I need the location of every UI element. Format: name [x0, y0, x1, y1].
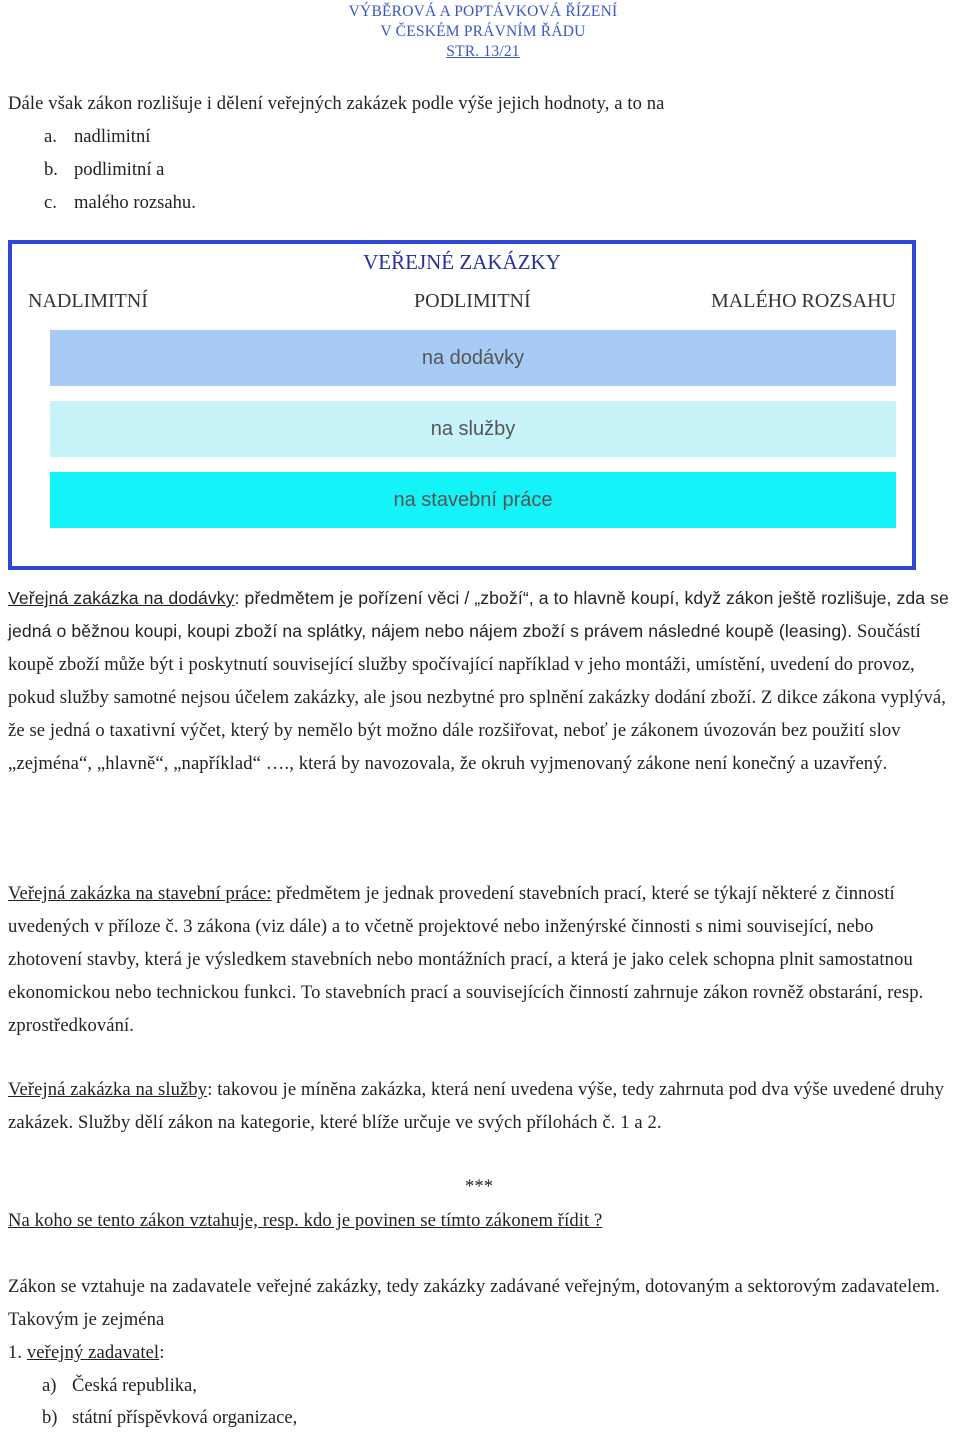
applies-paragraph: Zákon se vztahuje na zadavatele veřejné zakázky, tedy zakázky zadávané veřejným, dotovaným a sektorovým zadavatelem. Takovým je zejména [8, 1276, 940, 1330]
separator: *** [465, 1176, 494, 1197]
sluzby-term: Veřejná zakázka na služby [8, 1079, 208, 1100]
intro-item-b: b. podlimitní a [44, 159, 165, 180]
band-stavebni-prace: na stavební práce [50, 472, 896, 528]
category-maleho-rozsahu: MALÉHO ROZSAHU [711, 290, 896, 312]
page-header [300, 2, 666, 62]
stavebni-paragraph: Veřejná zakázka na stavební práce: předmětem je jednak provedení stavebních prací, které se týkají některé z činností uvedených v příloze č. 3 zákona (viz dále) a to včetně projektové nebo inženýrské činnosti s nimi související, nebo zhotovení stavby, která je výsledkem stavebních nebo montážních prací, a která je jako celek schopna plnit samostatnou ekonomickou nebo technickou funkci. To stavebních prací a souvisejících činností zahrnuje zákon rovněž obstarání, resp. zprostředkování. [8, 883, 924, 1036]
diagram-title: VEŘEJNÉ ZAKÁZKY [363, 250, 561, 274]
public-contracts-diagram [8, 240, 916, 570]
category-podlimitni: PODLIMITNÍ [414, 290, 531, 312]
intro-item-a: a. nadlimitní [44, 126, 151, 147]
sluzby-paragraph: Veřejná zakázka na služby: takovou je míněna zakázka, která není uvedena výše, tedy zahrnuta pod dva výše uvedené druhy zakázek. Služby dělí zákon na kategorie, které blíže určuje ve svých přílohách č. 1 a 2. [8, 1079, 945, 1133]
zadavatel-heading: 1. veřejný zadavatel: [8, 1342, 165, 1363]
page-number: STR. 13/21 [446, 43, 520, 60]
stavebni-term: Veřejná zakázka na stavební práce: [8, 883, 272, 904]
intro-item-c: c. malého rozsahu. [44, 192, 196, 213]
dodavky-paragraph: Veřejná zakázka na dodávky: předmětem je pořízení věci / „zboží“, a to hlavně koupí, když zákon ještě rozlišuje, zda se jedná o běžnou koupi, koupi zboží na splátky, nájem nebo nájem zboží s právem následné koupě (leasing). Součástí koupě zboží může být i poskytnutí související služby spočívající například v jeho montáži, umístění, uvedení do provoz, pokud služby samotné nejsou účelem zakázky, ale jsou nezbytné pro splnění zakázky dodání zboží. Z dikce zákona vyplývá, že se jedná o taxativní výčet, který by nemělo být možno dále rozšiřovat, neboť je zákonem úvozován bez použití slov „zejména“, „hlavně“, „například“ …., která by navozovala, že okruh vyjmenovaný zákone není konečný a uzavřený. [8, 588, 949, 774]
zadavatel-item-a: a) Česká republika, [42, 1375, 197, 1396]
header-title: VÝBĚROVÁ A POPTÁVKOVÁ ŘÍZENÍ [348, 3, 618, 20]
category-nadlimitni: NADLIMITNÍ [28, 290, 148, 312]
intro-paragraph: Dále však zákon rozlišuje i dělení veřejných zakázek podle výše jejich hodnoty, a to na [8, 93, 665, 114]
band-dodavky: na dodávky [50, 330, 896, 386]
dodavky-term: Veřejná zakázka na dodávky [8, 588, 235, 608]
header-subtitle: V ČESKÉM PRÁVNÍM ŘÁDU [380, 23, 586, 40]
band-sluzby: na služby [50, 401, 896, 457]
question-heading: Na koho se tento zákon vztahuje, resp. kdo je povinen se tímto zákonem řídit ? [8, 1210, 603, 1231]
zadavatel-item-b: b) státní příspěvková organizace, [42, 1407, 298, 1428]
